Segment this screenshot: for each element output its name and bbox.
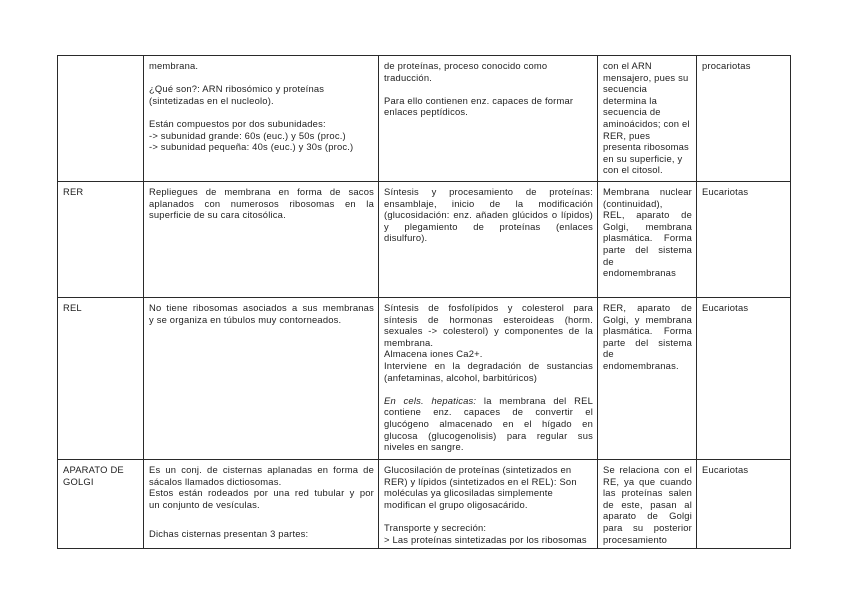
text-line: Almacena iones Ca2+. <box>384 348 483 360</box>
cell-structure <box>144 182 379 298</box>
text-line: enlaces peptídicos. <box>384 106 469 118</box>
cell-organelle <box>58 56 144 182</box>
text-line: de <box>603 348 614 360</box>
text-line: disulfuro). <box>384 232 428 244</box>
cell-function <box>379 298 598 460</box>
cell-function <box>379 182 598 298</box>
paragraph <box>384 302 593 383</box>
text-line: (sintetizadas en el nucleolo). <box>149 94 274 106</box>
text-line: presenta ribosomas <box>603 141 689 153</box>
cell-cell-type <box>697 182 791 298</box>
text-line: modifican el grupo oligosacárido. <box>384 498 528 510</box>
text-line: Interviene en la degradación de sustancias <box>384 359 593 371</box>
text-line: (glucosidación: enz. añaden glúcidos o lípidos) <box>384 209 593 221</box>
text-line: moléculas ya glicosiladas simplemente <box>384 487 553 499</box>
cell-function <box>379 460 598 549</box>
text-line: Es un conj. de cisternas aplanadas en forma de <box>149 464 374 475</box>
text-line: No tiene ribosomas asociados a sus membranas <box>149 302 374 313</box>
text-line: Repliegues de membrana en forma de sacos <box>149 186 374 197</box>
text-line: Glucosilación de proteínas (sintetizados en <box>384 464 572 475</box>
text-line: Síntesis de fosfolípidos y colesterol para <box>384 302 593 313</box>
text-line: de este, pasan al <box>603 498 692 510</box>
text-line: traducción. <box>384 71 433 83</box>
text-line: endomembranas. <box>603 359 679 371</box>
text-line: Para ello contienen enz. capaces de formar <box>384 94 574 106</box>
text-line: ¿Qué son?: ARN ribosómico y proteínas <box>149 83 325 95</box>
table-row <box>58 182 791 298</box>
cell-organelle <box>58 182 144 298</box>
paragraph <box>149 186 374 221</box>
text-line: mensajero, pues su <box>603 71 689 83</box>
text-line: glucosa (glucogenolisis) para regular sus <box>384 429 593 441</box>
table-row <box>58 460 791 549</box>
cell-relations <box>598 298 697 460</box>
text-line: sexuales -> colesterol) y componentes de la <box>384 325 593 337</box>
text-line: plasmática. Forma <box>603 325 692 337</box>
text-line: aplanados con numerosos ribosomas en la <box>149 197 374 209</box>
text-line: Membrana nuclear <box>603 186 692 197</box>
text-line: Síntesis y procesamiento de proteínas: <box>384 186 593 197</box>
text-line: membrana. <box>149 60 199 71</box>
text-line: -> subunidad grande: 60s (euc.) y 50s (proc.) <box>149 129 346 141</box>
table-row <box>58 56 791 182</box>
text-line: Eucariotas <box>702 464 749 475</box>
text-line: (continuidad), <box>603 197 663 209</box>
text-line: procesamiento <box>603 533 668 545</box>
text-line: aparato de Golgi <box>603 510 692 522</box>
text-line: de proteínas, proceso conocido como <box>384 60 548 71</box>
text-line: de <box>603 255 614 267</box>
text-line: membrana. <box>384 336 434 348</box>
text-line: superficie de su cara citosólica. <box>149 209 286 221</box>
paragraph <box>384 60 593 83</box>
text-line: y se organiza en túbulos muy contorneados. <box>149 313 342 325</box>
organelle-name: RER <box>63 186 84 197</box>
text-line: Golgi, membrana <box>603 220 692 232</box>
text-line: Dichas cisternas presentan 3 partes: <box>149 527 309 539</box>
text-line: un conjunto de vesículas. <box>149 498 260 510</box>
text-line: las proteínas salen <box>603 487 692 499</box>
text-line: RE, ya que cuando <box>603 475 692 487</box>
text-line: aminoácidos; con el <box>603 117 690 129</box>
text-line: Golgi, y membrana <box>603 313 692 325</box>
text-line: niveles en sangre. <box>384 441 464 453</box>
text-line: secuencia de <box>603 106 661 118</box>
cell-function <box>379 56 598 182</box>
text-line: Transporte y secreción: <box>384 521 487 533</box>
text-line: REL, aparato de <box>603 209 692 221</box>
text-line: para su posterior <box>603 521 692 533</box>
paragraph <box>149 528 374 540</box>
note-label: En cels. hepaticas: <box>384 394 477 406</box>
organelle-table <box>57 55 791 549</box>
text-line: síntesis de hormonas esteroideas (horm. <box>384 313 593 325</box>
text-line: sácalos llamados dictiosomas. <box>149 475 282 487</box>
text-line: parte del sistema <box>603 243 692 255</box>
text-line: -> subunidad pequeña: 40s (euc.) y 30s (proc.) <box>149 141 354 153</box>
paragraph <box>149 83 374 106</box>
organelle-name: APARATO DE <box>63 464 124 475</box>
text-line: ensamblaje, inicio de la modificación <box>384 197 593 209</box>
text-line: procariotas <box>702 60 751 71</box>
cell-structure <box>144 298 379 460</box>
text-line: Se relaciona con el <box>603 464 692 475</box>
paragraph <box>149 118 374 153</box>
text-line: (anfetaminas, alcohol, barbitúricos) <box>384 371 538 383</box>
paragraph <box>149 302 374 325</box>
cell-relations <box>598 460 697 549</box>
text-line: Estos están rodeados por una red tubular y por <box>149 487 374 499</box>
text-line: endomembranas <box>603 267 676 279</box>
cell-organelle <box>58 298 144 460</box>
paragraph <box>384 95 593 118</box>
cell-structure <box>144 460 379 549</box>
cell-relations <box>598 182 697 298</box>
text-line: secuencia <box>603 83 648 95</box>
text-line: parte del sistema <box>603 336 692 348</box>
cell-relations <box>598 56 697 182</box>
text-line <box>384 395 593 407</box>
paragraph <box>149 60 374 72</box>
text-line: RER, pues <box>603 129 651 141</box>
text-line: Están compuestos por dos subunidades: <box>149 117 326 129</box>
cell-cell-type <box>697 460 791 549</box>
text-line: con el citosol. <box>603 164 663 176</box>
text-line: plasmática. Forma <box>603 232 692 244</box>
organelle-name: GOLGI <box>63 475 94 487</box>
text-line: en su superficie, y <box>603 152 683 164</box>
paragraph <box>384 186 593 244</box>
paragraph <box>384 464 593 510</box>
text-span: la membrana del REL <box>483 394 593 406</box>
paragraph <box>149 464 374 510</box>
paragraph <box>384 522 593 545</box>
text-line: con el ARN <box>603 60 652 71</box>
text-line: RER) y lípidos (sintetizados en el REL): Son <box>384 475 577 487</box>
text-line: determina la <box>603 94 657 106</box>
text-line: Eucariotas <box>702 186 749 197</box>
cell-cell-type <box>697 298 791 460</box>
text-line: y plegamiento de proteínas (enlaces <box>384 220 593 232</box>
cell-cell-type <box>697 56 791 182</box>
cell-organelle <box>58 460 144 549</box>
table-row <box>58 298 791 460</box>
text-line: Eucariotas <box>702 302 749 313</box>
text-line: glucógeno almacenado en el hígado en <box>384 417 593 429</box>
cell-structure <box>144 56 379 182</box>
text-line: RER, aparato de <box>603 302 692 313</box>
paragraph <box>384 395 593 453</box>
text-line: > Las proteínas sintetizadas por los ribosomas <box>384 533 587 545</box>
organelle-name: REL <box>63 302 82 313</box>
text-line: contiene enz. capaces de convertir el <box>384 406 593 418</box>
